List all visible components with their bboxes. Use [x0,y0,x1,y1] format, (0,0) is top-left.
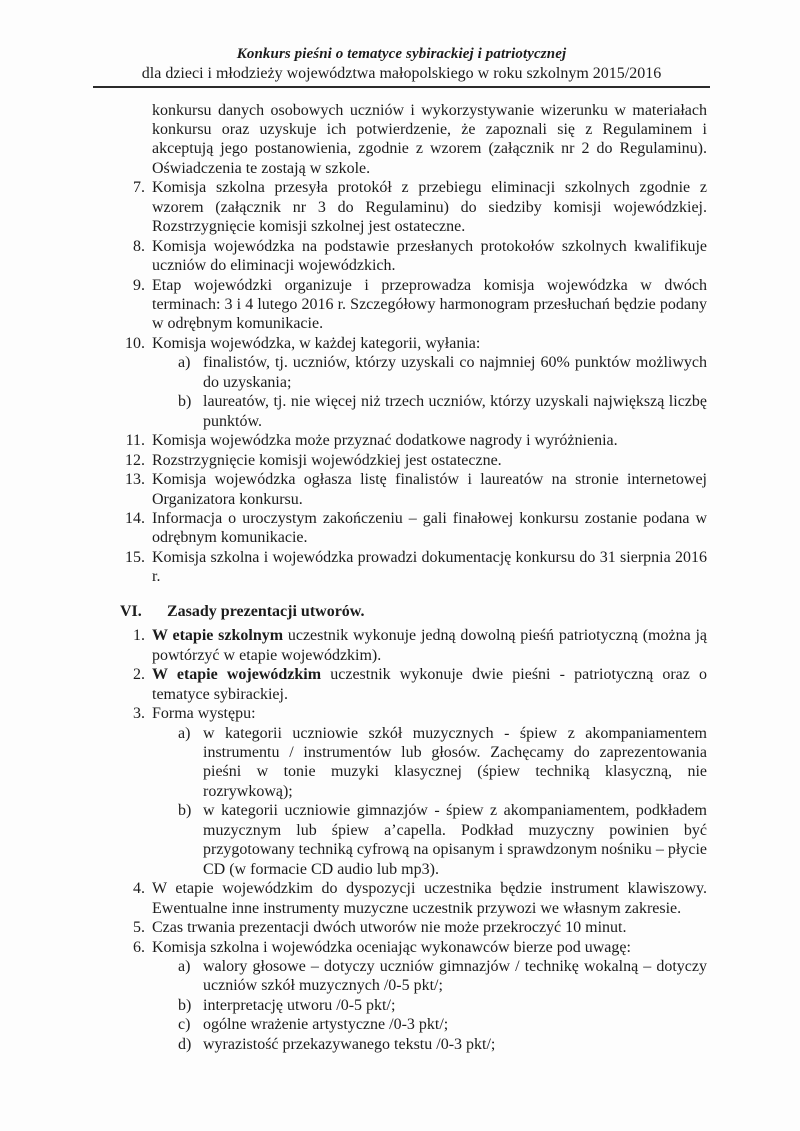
sub-item-marker: b) [178,802,192,820]
sub-item-text: interpretację utworu /0-5 pkt/; [203,996,396,1014]
item-number: 13. [125,471,145,489]
sub-item-marker: a) [178,957,191,975]
item-text: uczestnik wykonuje jedną dowolną pieśń patriotyczną (można ją powtórzyć w etapie wojewódzkim). [152,627,708,664]
item-text: Informacja o uroczystym zakończeniu – gali finałowej konkursu zostanie podana w odrębnym komunikacie. [152,510,707,547]
item-text: Komisja szkolna i wojewódzka prowadzi dokumentację konkursu do 31 sierpnia 2016 r. [152,548,707,586]
list-item-13 [125,470,707,509]
item-number: 7. [133,179,145,197]
sub-item-text: walory głosowe – dotyczy uczniów gimnazjów / technikę wokalną – dotyczy uczniów szkół muzycznych /0-5 pkt/; [203,957,707,995]
list-item-vi-5 [133,918,707,937]
section-title: Zasady prezentacji utworów. [167,602,365,620]
sub-list-item-10a [178,353,707,392]
list-item-12 [125,451,707,470]
item-number: 11. [125,432,145,450]
item-number: 10. [125,334,145,352]
item-bold-lead: W etapie szkolnym [152,627,284,645]
sub-list-item-vi-6c [178,1015,707,1034]
item-number: 1. [133,627,145,645]
list-item-9 [133,276,707,334]
list-item-vi-3 [133,704,707,723]
item-text: Komisja wojewódzka na podstawie przesłanych protokołów szkolnych kwalifikuje uczniów do eliminacji wojewódzkich. [152,237,707,275]
item-text: Czas trwania prezentacji dwóch utworów nie może przekroczyć 10 minut. [152,919,627,937]
item-number: 8. [133,237,145,255]
document-header [93,0,710,88]
item-number: 6. [133,938,145,956]
item-bold-lead: W etapie wojewódzkim [152,666,322,684]
sub-item-text: finalistów, tj. uczniów, którzy uzyskali co najmniej 60% punktów możliwych do uzyskania; [203,354,707,391]
list-item-15 [125,548,707,587]
list-item-vi-1 [133,626,708,665]
sub-item-marker: a) [178,724,191,742]
document-subtitle: dla dzieci i młodzieży województwa małopolskiego w roku szkolnym 2015/2016 [141,65,662,82]
header-rule [93,86,710,88]
sub-item-marker: b) [178,393,192,411]
sub-item-marker: a) [178,354,191,372]
item-number: 12. [125,451,145,469]
document-title: Konkurs pieśni o tematyce sybirackiej i patriotycznej [236,46,567,62]
item-text: Rozstrzygnięcie komisji wojewódzkiej jest ostateczne. [152,451,502,469]
item-text: Komisja szkolna przesyła protokół z przebiegu eliminacji szkolnych zgodnie z wzorem (załącznik nr 3 do Regulaminu) do siedziby komisji wojewódzkiej. Rozstrzygnięcie komisji szkolnej jest ostateczne. [152,179,707,236]
list-item-14 [125,509,707,548]
item-number: 5. [133,919,145,937]
item-text: Komisja wojewódzka, w każdej kategorii, wyłania: [152,334,481,352]
list-item-7 [133,178,707,236]
document-body [120,101,708,1055]
list-item-vi-4 [133,879,707,918]
sub-list-item-vi-3a [178,724,707,802]
sub-list-item-vi-3b [178,801,707,879]
section-number: VI. [120,602,142,620]
sub-item-marker: d) [178,1035,192,1053]
item-text: Komisja szkolna i wojewódzka oceniając wykonawców bierze pod uwagę: [152,938,631,956]
list-item-11 [125,431,707,450]
item-text: uczestnik wykonuje dwie pieśni - patriotyczną oraz o tematyce sybirackiej. [152,666,708,703]
item-number: 3. [133,705,145,723]
item-text: Etap wojewódzki organizuje i przeprowadza komisja wojewódzka w dwóch terminach: 3 i 4 lutego 2016 r. Szczegółowy harmonogram przesłuchań będzie podany w odrębnym komunikacie. [152,276,707,333]
item-number: 2. [133,666,145,684]
sub-item-marker: b) [178,996,192,1014]
sub-item-text: ogólne wrażenie artystyczne /0-3 pkt/; [203,1016,449,1034]
item-text: Komisja wojewódzka może przyznać dodatkowe nagrody i wyróżnienia. [152,432,618,450]
sub-item-text: wyrazistość przekazywanego tekstu /0-3 pkt/; [203,1035,496,1053]
sub-item-marker: c) [178,1016,191,1034]
item-number: 9. [133,276,145,294]
section-heading-vi [120,602,707,621]
sub-item-text: w kategorii uczniowie gimnazjów - śpiew z akompaniamentem, podkładem muzycznym lub śpiew a’capella. Podkład muzyczny powinien być przygotowany techniką cyfrową na opisanym i sprawdzonym nośniku – płycie CD (w formacie CD audio lub mp3). [203,802,707,878]
sub-list-item-vi-6a [178,957,707,996]
list-item-10 [125,334,707,353]
item-number: 14. [125,510,145,528]
sub-item-text: laureatów, tj. nie więcej niż trzech uczniów, którzy uzyskali największą liczbę punktów. [203,393,707,430]
item-text: W etapie wojewódzkim do dyspozycji uczestnika będzie instrument klawiszowy. Ewentualne inne instrumenty muzyczne uczestnik przywozi we własnym zakresie. [152,880,707,917]
list-item-vi-2 [133,665,708,704]
sub-list-item-vi-6d [178,1035,707,1054]
item-number: 15. [125,548,145,566]
item-text: Forma występu: [152,705,256,723]
list-item-vi-6 [133,938,707,957]
list-item-8 [133,237,707,276]
item-number: 4. [133,880,145,898]
sub-item-text: w kategorii uczniowie szkół muzycznych - śpiew z akompaniamentem instrumentu / instrumentów lub głosów. Zachęcamy do zaprezentowania pieśni w tonie muzyki klasycznej (śpiew techniką klasyczną, nie rozrywkową); [203,724,707,800]
continuation-paragraph: konkursu danych osobowych uczniów i wykorzystywanie wizerunku w materiałach konkursu oraz uzyskuje ich potwierdzenie, że zapoznali się z Regulaminem i akceptują jego postanowienia, zgodnie z wzorem (załącznik nr 2 do Regulaminu). Oświadczenia te zostają w szkole. [152,101,707,177]
sub-list-item-vi-6b [178,996,707,1015]
sub-list-item-10b [178,392,707,431]
item-text: Komisja wojewódzka ogłasza listę finalistów i laureatów na stronie internetowej Organizatora konkursu. [152,471,707,508]
